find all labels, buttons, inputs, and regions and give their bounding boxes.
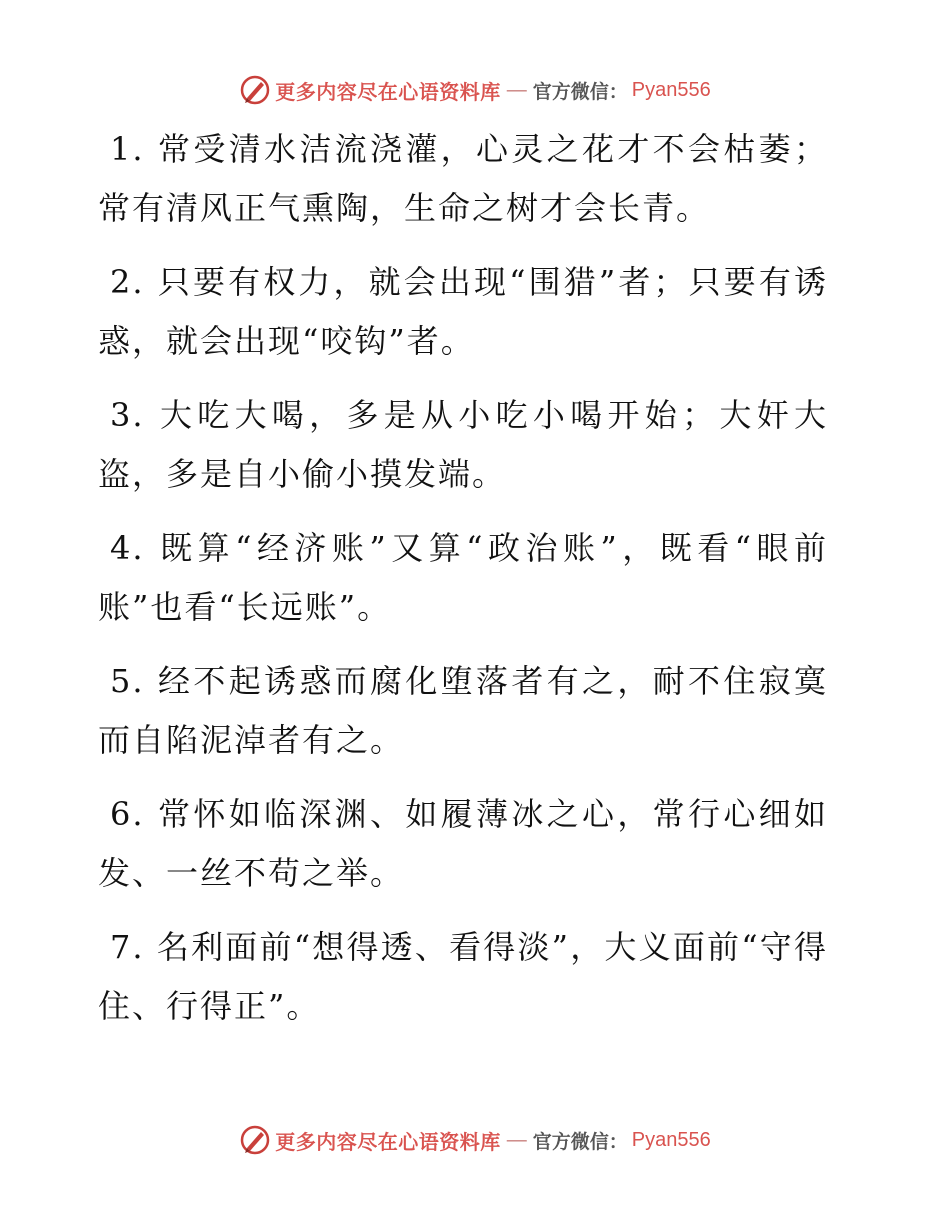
list-item-1: 1. 常受清水洁流浇灌，心灵之花才不会枯萎；常有清风正气熏陶，生命之树才会长青。 (98, 130, 828, 227)
list-item-7: 7. 名利面前“想得透、看得淡”，大义面前“守得住、行得正”。 (98, 928, 828, 1025)
pen-logo-icon (239, 74, 271, 106)
list-item-4: 4. 既算“经济账”又算“政治账”，既看“眼前账”也看“长远账”。 (98, 529, 828, 626)
banner-wechat-id: Pyan556 (631, 78, 711, 101)
banner-sub-text: 官方微信： (532, 80, 628, 103)
list-item-6: 6. 常怀如临深渊、如履薄冰之心，常行心细如发、一丝不苟之举。 (98, 795, 828, 892)
list-item-3: 3. 大吃大喝，多是从小吃小喝开始；大奸大盗，多是自小偷小摸发端。 (98, 396, 828, 493)
banner-sub-text: 官方微信： (532, 1130, 628, 1153)
banner-wechat-id: Pyan556 (631, 1128, 711, 1151)
banner-main-text: 更多内容尽在心语资料库 (275, 1129, 501, 1154)
list-item-5: 5. 经不起诱惑而腐化堕落者有之，耐不住寂寞而自陷泥淖者有之。 (98, 662, 828, 759)
header-banner (0, 70, 950, 110)
footer-banner-inner (239, 1124, 710, 1156)
banner-main-text: 更多内容尽在心语资料库 (275, 79, 501, 104)
banner-dash: — (506, 1128, 527, 1151)
pen-logo-icon (239, 1124, 271, 1156)
banner-dash: — (506, 78, 527, 101)
header-banner-inner (239, 74, 710, 106)
document-body (98, 120, 828, 1051)
footer-banner (0, 1120, 950, 1160)
list-item-2: 2. 只要有权力，就会出现“围猎”者；只要有诱惑，就会出现“咬钩”者。 (98, 263, 828, 360)
